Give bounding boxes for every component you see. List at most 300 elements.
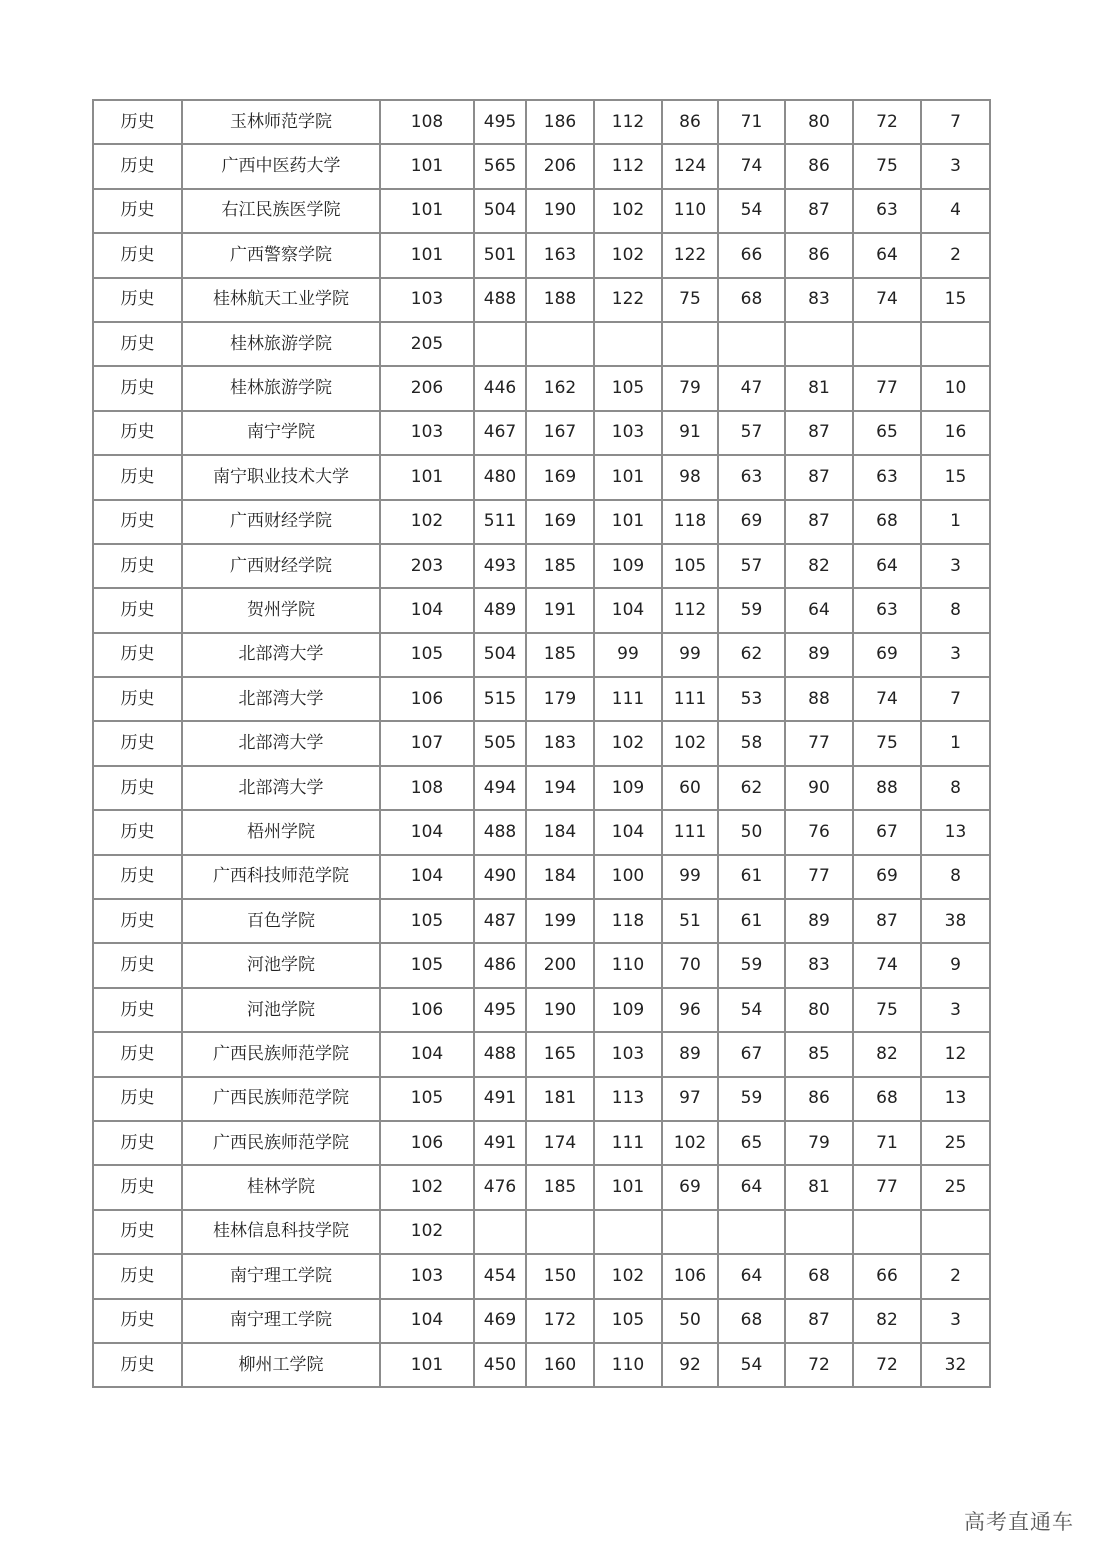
score-cell: 79	[662, 366, 718, 410]
subject-cell: 历史	[93, 1299, 182, 1343]
table-row	[93, 588, 990, 632]
score-cell: 92	[662, 1343, 718, 1387]
score-cell: 64	[853, 544, 921, 588]
score-cell: 64	[853, 233, 921, 277]
subject-cell: 历史	[93, 1165, 182, 1209]
table-row	[93, 1254, 990, 1298]
score-cell: 169	[526, 500, 594, 544]
table-row	[93, 855, 990, 899]
table-row	[93, 899, 990, 943]
score-cell: 74	[853, 943, 921, 987]
score-cell: 191	[526, 588, 594, 632]
table-row	[93, 810, 990, 854]
score-cell: 72	[853, 100, 921, 144]
subject-cell: 历史	[93, 455, 182, 499]
table-row	[93, 1032, 990, 1076]
group-code-cell: 101	[380, 1343, 474, 1387]
score-cell: 104	[594, 810, 662, 854]
score-cell: 81	[785, 1165, 853, 1209]
score-cell: 64	[718, 1165, 785, 1209]
score-cell: 61	[718, 855, 785, 899]
school-name-cell: 南宁职业技术大学	[182, 455, 380, 499]
count-cell: 13	[921, 1077, 990, 1121]
score-cell: 80	[785, 988, 853, 1032]
score-cell: 111	[594, 677, 662, 721]
count-cell: 1	[921, 721, 990, 765]
score-cell: 50	[662, 1299, 718, 1343]
table-row	[93, 411, 990, 455]
group-code-cell: 104	[380, 810, 474, 854]
table-row	[93, 1343, 990, 1387]
score-cell: 61	[718, 899, 785, 943]
table-row	[93, 988, 990, 1032]
score-cell: 106	[662, 1254, 718, 1298]
score-cell: 62	[718, 766, 785, 810]
group-code-cell: 205	[380, 322, 474, 366]
count-cell: 38	[921, 899, 990, 943]
school-name-cell: 广西警察学院	[182, 233, 380, 277]
subject-cell: 历史	[93, 899, 182, 943]
score-cell: 200	[526, 943, 594, 987]
count-cell: 32	[921, 1343, 990, 1387]
score-cell: 97	[662, 1077, 718, 1121]
score-cell: 165	[526, 1032, 594, 1076]
subject-cell: 历史	[93, 500, 182, 544]
score-cell: 124	[662, 144, 718, 188]
total-score-cell: 565	[474, 144, 526, 188]
score-cell: 54	[718, 988, 785, 1032]
score-cell: 206	[526, 144, 594, 188]
total-score-cell: 446	[474, 366, 526, 410]
score-cell: 89	[662, 1032, 718, 1076]
score-cell: 104	[594, 588, 662, 632]
total-score-cell: 450	[474, 1343, 526, 1387]
score-cell: 68	[785, 1254, 853, 1298]
score-cell: 69	[853, 633, 921, 677]
score-cell: 72	[853, 1343, 921, 1387]
count-cell: 25	[921, 1121, 990, 1165]
score-cell: 102	[594, 1254, 662, 1298]
group-code-cell: 108	[380, 100, 474, 144]
score-cell: 86	[785, 144, 853, 188]
score-cell: 70	[662, 943, 718, 987]
watermark-text: 高考直通车	[964, 1510, 1074, 1534]
subject-cell: 历史	[93, 1254, 182, 1298]
score-cell: 74	[853, 278, 921, 322]
score-cell	[526, 322, 594, 366]
table-row	[93, 233, 990, 277]
group-code-cell: 105	[380, 943, 474, 987]
table-row	[93, 1165, 990, 1209]
subject-cell: 历史	[93, 855, 182, 899]
score-cell: 163	[526, 233, 594, 277]
school-name-cell: 柳州工学院	[182, 1343, 380, 1387]
score-cell: 86	[662, 100, 718, 144]
score-cell: 110	[594, 943, 662, 987]
score-cell: 59	[718, 1077, 785, 1121]
score-cell: 54	[718, 1343, 785, 1387]
school-name-cell: 北部湾大学	[182, 633, 380, 677]
subject-cell: 历史	[93, 943, 182, 987]
count-cell: 13	[921, 810, 990, 854]
score-cell: 188	[526, 278, 594, 322]
score-cell	[853, 1210, 921, 1254]
score-cell: 53	[718, 677, 785, 721]
score-cell: 185	[526, 544, 594, 588]
score-cell: 109	[594, 988, 662, 1032]
table-row	[93, 1121, 990, 1165]
table-body	[93, 100, 990, 1387]
score-cell: 102	[594, 721, 662, 765]
score-cell: 113	[594, 1077, 662, 1121]
score-cell: 160	[526, 1343, 594, 1387]
score-cell: 122	[662, 233, 718, 277]
score-cell: 199	[526, 899, 594, 943]
score-cell: 118	[594, 899, 662, 943]
school-name-cell: 桂林信息科技学院	[182, 1210, 380, 1254]
score-cell: 102	[594, 189, 662, 233]
score-cell	[594, 322, 662, 366]
score-cell: 59	[718, 943, 785, 987]
score-cell: 105	[594, 1299, 662, 1343]
subject-cell: 历史	[93, 1210, 182, 1254]
school-name-cell: 广西民族师范学院	[182, 1032, 380, 1076]
total-score-cell: 495	[474, 988, 526, 1032]
score-cell: 102	[594, 233, 662, 277]
school-name-cell: 南宁学院	[182, 411, 380, 455]
count-cell: 10	[921, 366, 990, 410]
score-cell: 87	[785, 189, 853, 233]
table-row	[93, 500, 990, 544]
table-row	[93, 1077, 990, 1121]
score-cell: 87	[785, 455, 853, 499]
score-cell: 110	[594, 1343, 662, 1387]
subject-cell: 历史	[93, 1077, 182, 1121]
subject-cell: 历史	[93, 366, 182, 410]
table-row	[93, 943, 990, 987]
score-cell: 184	[526, 855, 594, 899]
group-code-cell: 105	[380, 633, 474, 677]
score-cell: 112	[594, 144, 662, 188]
score-cell: 110	[662, 189, 718, 233]
score-cell: 77	[785, 721, 853, 765]
school-name-cell: 桂林旅游学院	[182, 322, 380, 366]
score-cell	[718, 1210, 785, 1254]
score-cell: 172	[526, 1299, 594, 1343]
count-cell: 3	[921, 544, 990, 588]
school-name-cell: 贺州学院	[182, 588, 380, 632]
count-cell: 3	[921, 144, 990, 188]
count-cell	[921, 322, 990, 366]
count-cell: 7	[921, 677, 990, 721]
score-cell: 91	[662, 411, 718, 455]
score-cell: 101	[594, 455, 662, 499]
total-score-cell: 494	[474, 766, 526, 810]
table-row	[93, 544, 990, 588]
score-cell: 150	[526, 1254, 594, 1298]
group-code-cell: 106	[380, 1121, 474, 1165]
score-cell: 65	[718, 1121, 785, 1165]
count-cell: 3	[921, 1299, 990, 1343]
group-code-cell: 104	[380, 1032, 474, 1076]
score-cell: 99	[594, 633, 662, 677]
score-cell: 87	[785, 411, 853, 455]
table-row	[93, 189, 990, 233]
score-cell: 64	[785, 588, 853, 632]
score-cell: 83	[785, 943, 853, 987]
score-cell: 72	[785, 1343, 853, 1387]
score-cell: 169	[526, 455, 594, 499]
score-cell: 57	[718, 544, 785, 588]
count-cell: 4	[921, 189, 990, 233]
school-name-cell: 河池学院	[182, 988, 380, 1032]
score-cell: 190	[526, 189, 594, 233]
total-score-cell: 476	[474, 1165, 526, 1209]
group-code-cell: 101	[380, 455, 474, 499]
score-cell: 66	[718, 233, 785, 277]
score-cell: 86	[785, 1077, 853, 1121]
group-code-cell: 108	[380, 766, 474, 810]
subject-cell: 历史	[93, 1121, 182, 1165]
count-cell: 2	[921, 233, 990, 277]
score-cell: 103	[594, 1032, 662, 1076]
score-cell	[785, 322, 853, 366]
group-code-cell: 105	[380, 899, 474, 943]
score-cell: 118	[662, 500, 718, 544]
total-score-cell: 486	[474, 943, 526, 987]
score-cell: 65	[853, 411, 921, 455]
score-cell: 71	[718, 100, 785, 144]
count-cell: 8	[921, 855, 990, 899]
school-name-cell: 桂林航天工业学院	[182, 278, 380, 322]
score-cell: 109	[594, 544, 662, 588]
score-cell	[594, 1210, 662, 1254]
total-score-cell	[474, 1210, 526, 1254]
score-cell: 63	[853, 588, 921, 632]
score-cell: 51	[662, 899, 718, 943]
school-name-cell: 桂林学院	[182, 1165, 380, 1209]
score-cell: 190	[526, 988, 594, 1032]
score-cell: 102	[662, 1121, 718, 1165]
group-code-cell: 104	[380, 855, 474, 899]
score-cell: 75	[853, 721, 921, 765]
group-code-cell: 104	[380, 588, 474, 632]
total-score-cell: 488	[474, 1032, 526, 1076]
group-code-cell: 101	[380, 144, 474, 188]
school-name-cell: 桂林旅游学院	[182, 366, 380, 410]
score-cell: 47	[718, 366, 785, 410]
table-container	[92, 99, 991, 1388]
group-code-cell: 107	[380, 721, 474, 765]
score-cell: 87	[853, 899, 921, 943]
score-cell: 76	[785, 810, 853, 854]
score-cell: 88	[785, 677, 853, 721]
total-score-cell	[474, 322, 526, 366]
table-row	[93, 144, 990, 188]
school-name-cell: 南宁理工学院	[182, 1299, 380, 1343]
subject-cell: 历史	[93, 588, 182, 632]
subject-cell: 历史	[93, 1343, 182, 1387]
score-cell: 57	[718, 411, 785, 455]
score-cell: 186	[526, 100, 594, 144]
score-cell: 77	[853, 1165, 921, 1209]
score-cell: 87	[785, 1299, 853, 1343]
score-cell: 111	[594, 1121, 662, 1165]
school-name-cell: 北部湾大学	[182, 766, 380, 810]
score-cell: 68	[853, 500, 921, 544]
score-cell	[718, 322, 785, 366]
score-cell: 67	[853, 810, 921, 854]
subject-cell: 历史	[93, 766, 182, 810]
group-code-cell: 102	[380, 1165, 474, 1209]
total-score-cell: 495	[474, 100, 526, 144]
subject-cell: 历史	[93, 1032, 182, 1076]
school-name-cell: 广西财经学院	[182, 544, 380, 588]
school-name-cell: 广西民族师范学院	[182, 1121, 380, 1165]
score-cell: 105	[594, 366, 662, 410]
table-row	[93, 677, 990, 721]
score-cell: 85	[785, 1032, 853, 1076]
score-cell: 99	[662, 855, 718, 899]
group-code-cell: 106	[380, 677, 474, 721]
count-cell: 7	[921, 100, 990, 144]
count-cell: 25	[921, 1165, 990, 1209]
score-cell: 68	[718, 1299, 785, 1343]
score-cell: 112	[594, 100, 662, 144]
total-score-cell: 489	[474, 588, 526, 632]
score-cell: 79	[785, 1121, 853, 1165]
table-row	[93, 766, 990, 810]
score-cell: 69	[662, 1165, 718, 1209]
total-score-cell: 491	[474, 1121, 526, 1165]
total-score-cell: 469	[474, 1299, 526, 1343]
score-cell: 67	[718, 1032, 785, 1076]
score-cell: 183	[526, 721, 594, 765]
score-cell: 80	[785, 100, 853, 144]
count-cell: 12	[921, 1032, 990, 1076]
score-cell: 162	[526, 366, 594, 410]
score-cell: 184	[526, 810, 594, 854]
score-cell: 63	[853, 455, 921, 499]
total-score-cell: 511	[474, 500, 526, 544]
subject-cell: 历史	[93, 721, 182, 765]
subject-cell: 历史	[93, 278, 182, 322]
score-cell: 63	[718, 455, 785, 499]
score-cell: 100	[594, 855, 662, 899]
score-cell: 74	[853, 677, 921, 721]
count-cell: 1	[921, 500, 990, 544]
group-code-cell: 206	[380, 366, 474, 410]
total-score-cell: 480	[474, 455, 526, 499]
score-cell: 90	[785, 766, 853, 810]
score-cell: 74	[718, 144, 785, 188]
score-cell: 62	[718, 633, 785, 677]
score-cell: 75	[662, 278, 718, 322]
group-code-cell: 203	[380, 544, 474, 588]
score-cell: 102	[662, 721, 718, 765]
school-name-cell: 梧州学院	[182, 810, 380, 854]
score-cell: 111	[662, 810, 718, 854]
group-code-cell: 102	[380, 1210, 474, 1254]
subject-cell: 历史	[93, 144, 182, 188]
total-score-cell: 454	[474, 1254, 526, 1298]
subject-cell: 历史	[93, 100, 182, 144]
total-score-cell: 467	[474, 411, 526, 455]
score-cell: 103	[594, 411, 662, 455]
school-name-cell: 河池学院	[182, 943, 380, 987]
score-cell: 174	[526, 1121, 594, 1165]
total-score-cell: 504	[474, 633, 526, 677]
group-code-cell: 101	[380, 189, 474, 233]
school-name-cell: 南宁理工学院	[182, 1254, 380, 1298]
total-score-cell: 504	[474, 189, 526, 233]
count-cell: 2	[921, 1254, 990, 1298]
score-cell: 109	[594, 766, 662, 810]
score-cell: 179	[526, 677, 594, 721]
score-cell: 69	[853, 855, 921, 899]
score-cell	[662, 1210, 718, 1254]
subject-cell: 历史	[93, 189, 182, 233]
total-score-cell: 488	[474, 810, 526, 854]
table-row	[93, 100, 990, 144]
count-cell: 3	[921, 988, 990, 1032]
score-cell: 71	[853, 1121, 921, 1165]
score-cell: 77	[853, 366, 921, 410]
school-name-cell: 北部湾大学	[182, 721, 380, 765]
subject-cell: 历史	[93, 988, 182, 1032]
table-row	[93, 366, 990, 410]
score-cell: 75	[853, 144, 921, 188]
score-cell: 68	[718, 278, 785, 322]
score-cell: 105	[662, 544, 718, 588]
count-cell: 8	[921, 588, 990, 632]
total-score-cell: 490	[474, 855, 526, 899]
score-cell: 87	[785, 500, 853, 544]
table-row	[93, 721, 990, 765]
group-code-cell: 102	[380, 500, 474, 544]
count-cell: 15	[921, 278, 990, 322]
table-row	[93, 455, 990, 499]
group-code-cell: 106	[380, 988, 474, 1032]
subject-cell: 历史	[93, 411, 182, 455]
school-name-cell: 北部湾大学	[182, 677, 380, 721]
score-cell: 64	[718, 1254, 785, 1298]
subject-cell: 历史	[93, 633, 182, 677]
score-cell: 122	[594, 278, 662, 322]
score-cell	[853, 322, 921, 366]
count-cell: 8	[921, 766, 990, 810]
score-cell: 60	[662, 766, 718, 810]
table-row	[93, 278, 990, 322]
score-cell: 82	[853, 1032, 921, 1076]
group-code-cell: 103	[380, 1254, 474, 1298]
total-score-cell: 491	[474, 1077, 526, 1121]
score-cell: 77	[785, 855, 853, 899]
group-code-cell: 104	[380, 1299, 474, 1343]
group-code-cell: 105	[380, 1077, 474, 1121]
count-cell: 9	[921, 943, 990, 987]
school-name-cell: 玉林师范学院	[182, 100, 380, 144]
group-code-cell: 103	[380, 278, 474, 322]
table-row	[93, 1299, 990, 1343]
table-row	[93, 633, 990, 677]
school-name-cell: 广西民族师范学院	[182, 1077, 380, 1121]
group-code-cell: 103	[380, 411, 474, 455]
group-code-cell: 101	[380, 233, 474, 277]
count-cell	[921, 1210, 990, 1254]
count-cell: 15	[921, 455, 990, 499]
score-cell: 185	[526, 1165, 594, 1209]
